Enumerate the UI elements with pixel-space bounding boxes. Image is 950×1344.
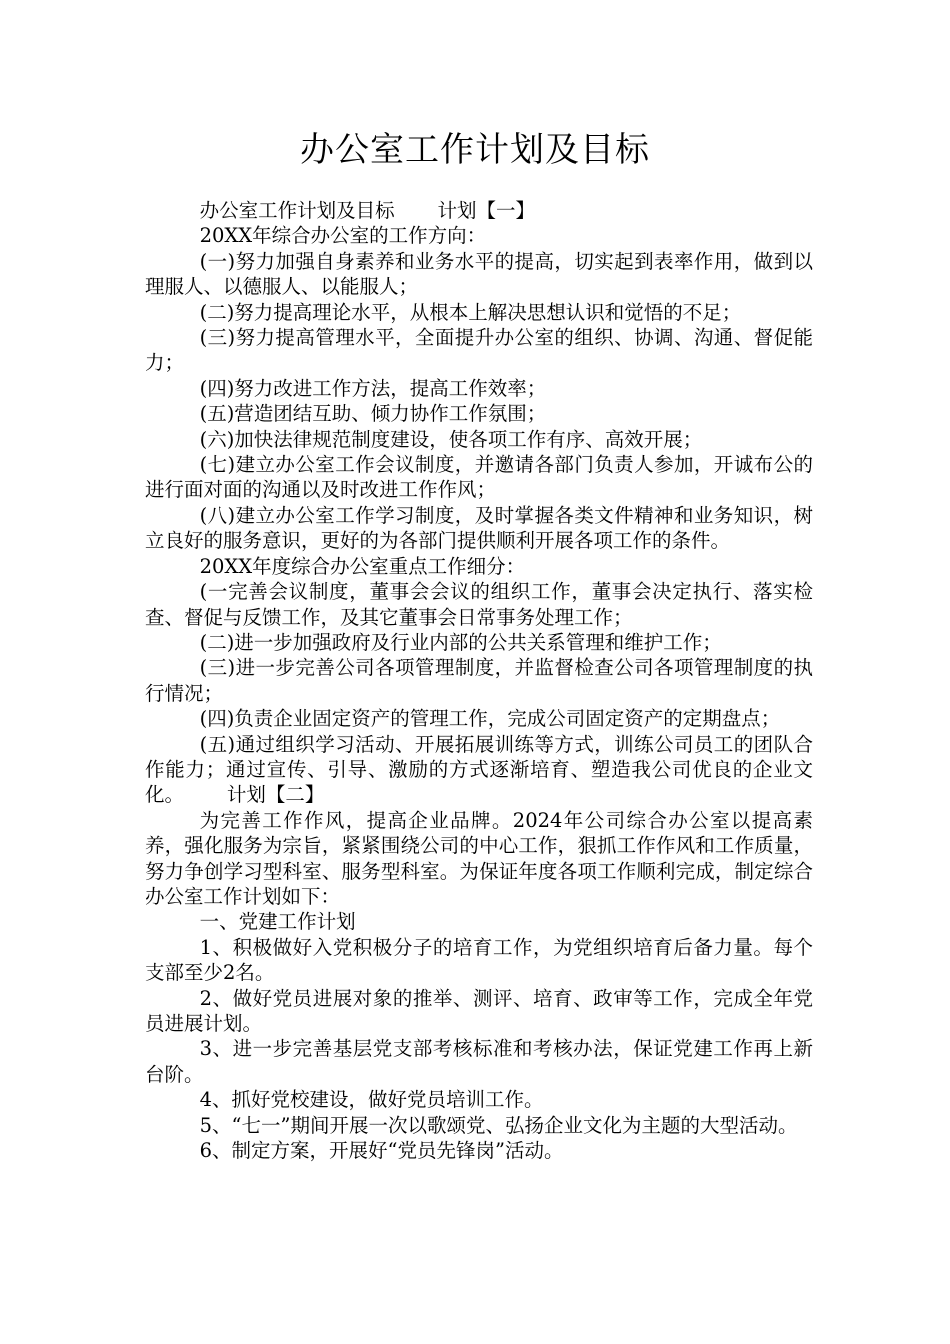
- paragraph: [145, 198, 813, 223]
- paragraph: (四)努力改进工作方法，提高工作效率；: [199, 376, 547, 400]
- paragraph: (三)进一步完善公司各项管理制度，并监督检查公司各项管理制度的执行情况；: [145, 656, 813, 705]
- paragraph: (二)努力提高理论水平，从根本上解决思想认识和觉悟的不足；: [199, 300, 742, 324]
- paragraph: 1、积极做好入党积极分子的培育工作，为党组织培育后备力量。每个支部至少2名。: [145, 935, 813, 985]
- paragraph: 20XX年度综合办公室重点工作细分：: [199, 554, 526, 578]
- paragraph: (二)进一步加强政府及行业内部的公共关系管理和维护工作；: [199, 630, 722, 654]
- paragraph: 一、党建工作计划: [199, 910, 356, 934]
- paragraph: (七)建立办公室工作会议制度，并邀请各部门负责人参加，开诚布公的进行面对面的沟通以及时改进工作作风；: [145, 453, 813, 502]
- document-title: 办公室工作计划及目标: [300, 130, 650, 170]
- document-body: [145, 198, 813, 1163]
- paragraph: 3、进一步完善基层党支部考核标准和考核办法，保证党建工作再上新台阶。: [145, 1037, 813, 1086]
- paragraph: (一)努力加强自身素养和业务水平的提高，切实起到表率作用，做到以理服人、以德服人、以能服人；: [145, 249, 813, 299]
- paragraph: 2、做好党员进展对象的推举、测评、培育、政审等工作，完成全年党员进展计划。: [145, 986, 813, 1035]
- section-marker: 计划【二】: [226, 783, 325, 807]
- paragraph: 20XX年综合办公室的工作方向：: [199, 224, 487, 248]
- paragraph: (六)加快法律规范制度建设，使各项工作有序、高效开展；: [199, 427, 703, 451]
- section-marker: 计划【一】: [437, 199, 536, 222]
- paragraph: (八)建立办公室工作学习制度，及时掌握各类文件精神和业务知识，树立良好的服务意识，更好的为各部门提供顺利开展各项工作的条件。: [145, 503, 813, 553]
- paragraph: (四)负责企业固定资产的管理工作，完成公司固定资产的定期盘点；: [199, 707, 781, 731]
- paragraph-text: 办公室工作计划及目标: [199, 199, 395, 222]
- paragraph: [145, 732, 813, 808]
- paragraph: (五)营造团结互助、倾力协作工作氛围；: [199, 402, 547, 426]
- paragraph: 4、抓好党校建设，做好党员培训工作。: [199, 1088, 544, 1112]
- paragraph: (三)努力提高管理水平，全面提升办公室的组织、协调、沟通、督促能力；: [145, 326, 813, 375]
- paragraph: 为完善工作作风，提高企业品牌。2024年公司综合办公室以提高素养，强化服务为宗旨，紧紧围绕公司的中心工作，狠抓工作作风和工作质量，努力争创学习型科室、服务型科室。为保证年度各项工作顺利完成，制定综合办公室工作计划如下：: [145, 808, 813, 908]
- paragraph: 5、“七一”期间开展一次以歌颂党、弘扬企业文化为主题的大型活动。: [199, 1113, 798, 1137]
- paragraph: (一完善会议制度，董事会会议的组织工作，董事会决定执行、落实检查、督促与反馈工作，及其它董事会日常事务处理工作；: [145, 580, 813, 629]
- paragraph-text: (五)通过组织学习活动、开展拓展训练等方式，训练公司员工的团队合作能力；通过宣传、引导、激励的方式逐渐培育、塑造我公司优良的企业文化。: [145, 732, 813, 807]
- paragraph: 6、制定方案，开展好“党员先锋岗”活动。: [199, 1139, 564, 1163]
